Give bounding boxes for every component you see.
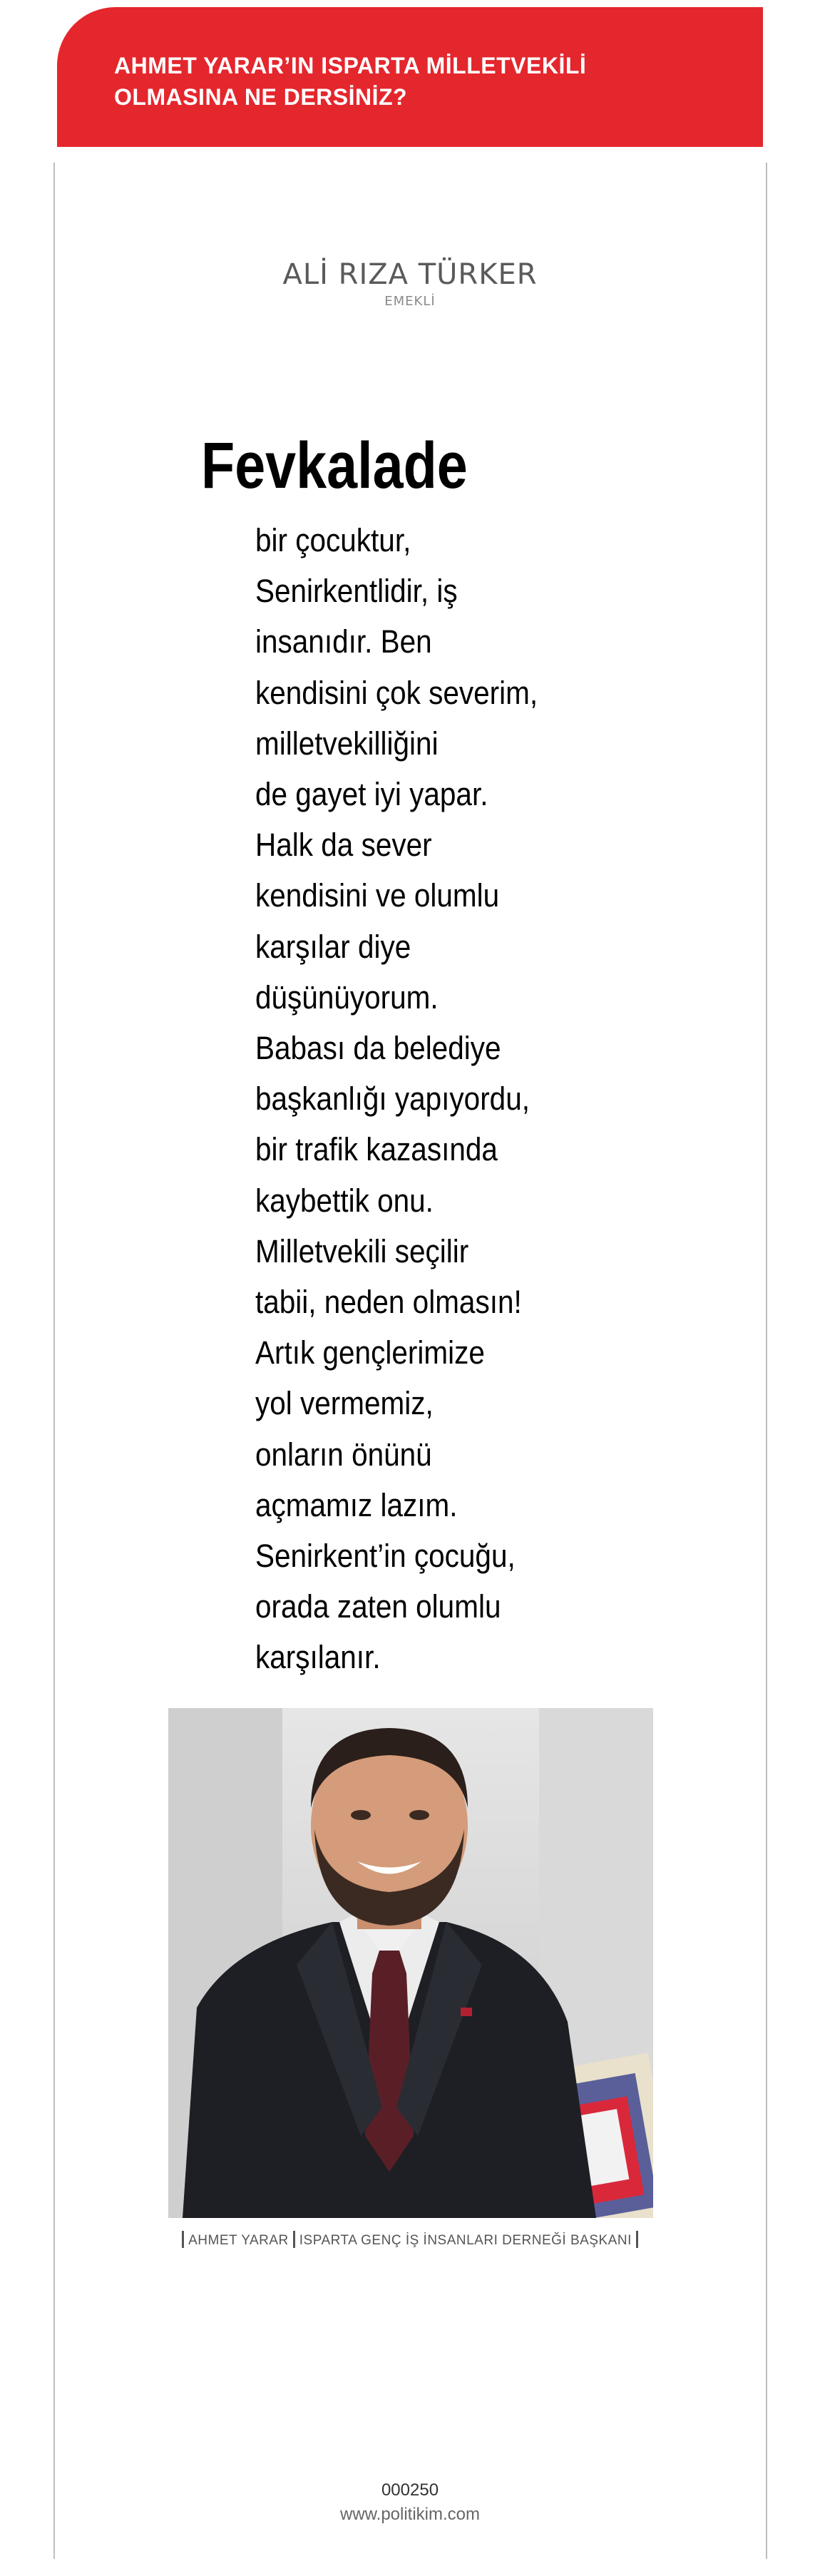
website-link[interactable]: www.politikim.com [339, 2505, 481, 2524]
quote-line: kendisini ve olumlu [255, 877, 500, 914]
header-banner [57, 7, 763, 147]
left-border-rule [53, 163, 55, 2559]
quote-line: Senirkentlidir, iş [255, 573, 458, 610]
quote-line: yol vermemiz, [255, 1385, 434, 1422]
page-number: 000250 [381, 2480, 439, 2500]
author-name: ALİ RIZA TÜRKER [282, 258, 538, 291]
quote-line: Artık gençlerimize [255, 1334, 485, 1371]
quote-line: açmamız lazım. [255, 1486, 458, 1523]
right-border-rule [766, 163, 767, 2559]
quote-line: bir trafik kazasında [255, 1131, 498, 1168]
portrait-illustration [168, 1708, 653, 2218]
quote-line: tabii, neden olmasın! [255, 1284, 522, 1321]
caption-name: AHMET YARAR [188, 2233, 289, 2248]
quote-line: orada zaten olumlu [255, 1588, 501, 1625]
caption-separator [636, 2231, 638, 2248]
author-block [0, 258, 820, 309]
quote-line: milletvekilliğini [255, 725, 439, 762]
quote-line: Halk da sever [255, 827, 432, 864]
quote-line: başkanlığı yapıyordu, [255, 1080, 530, 1118]
caption-separator [293, 2231, 295, 2248]
lead-word: Fevkalade [201, 429, 468, 502]
author-role: EMEKLİ [384, 294, 436, 309]
quote-line: bir çocuktur, [255, 522, 411, 558]
quote-line: Babası da belediye [255, 1030, 501, 1067]
quote-line: onların önünü [255, 1436, 432, 1473]
caption-title: ISPARTA GENÇ İŞ İNSANLARI DERNEĞİ BAŞKANI [299, 2233, 632, 2248]
photo-caption [0, 2231, 820, 2249]
headline-line-2: OLMASINA NE DERSİNİZ? [114, 84, 408, 110]
quote-line: kaybettik onu. [255, 1182, 434, 1219]
portrait-photo [168, 1708, 653, 2218]
quote-body [255, 515, 655, 1683]
quote-line: kendisini çok severim, [255, 674, 538, 711]
quote-line: insanıdır. Ben [255, 623, 432, 660]
quote-line: Senirkent’in çocuğu, [255, 1538, 516, 1575]
quote-line: düşünüyorum. [255, 978, 439, 1016]
headline-line-1: AHMET YARAR’IN ISPARTA MİLLETVEKİLİ [114, 53, 587, 78]
quote-line: Milletvekili seçilir [255, 1232, 469, 1269]
quote-line: de gayet iyi yapar. [255, 776, 488, 813]
caption-separator [182, 2231, 184, 2248]
quote-line: karşılanır. [255, 1639, 381, 1676]
quote-line: karşılar diye [255, 928, 411, 965]
